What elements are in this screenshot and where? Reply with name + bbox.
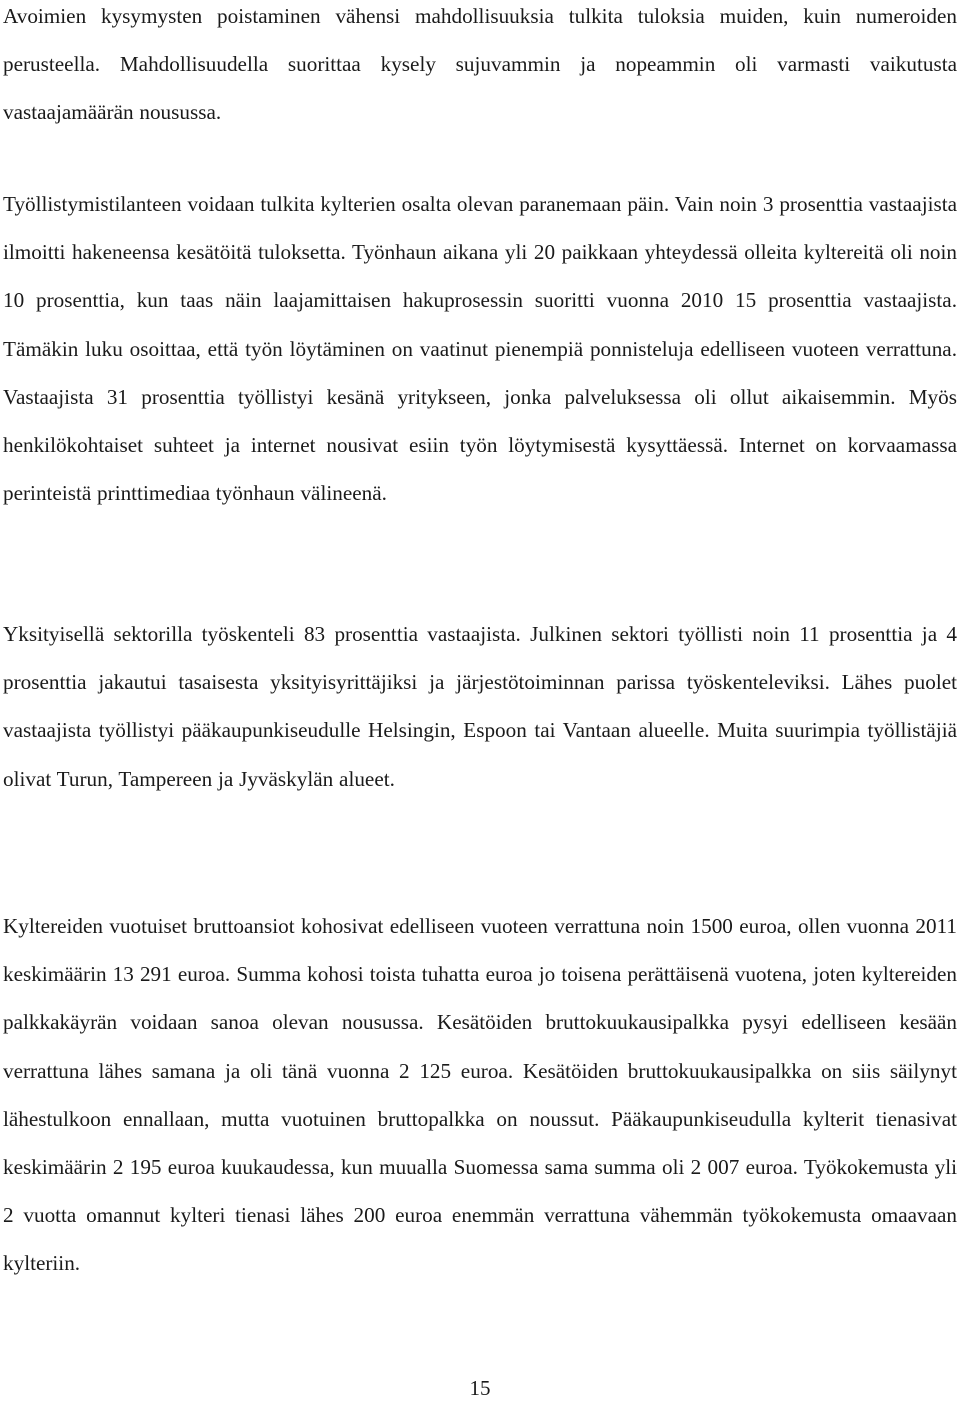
paragraph-sectors: Yksityisellä sektorilla työskenteli 83 prosenttia vastaajista. Julkinen sektori työllisti noin 11 prosenttia ja 4 prosenttia jakautui tasaisesta yksityisyrittäjiksi ja järjestötoiminnan parissa työskenteleviksi. Lähes puolet vastaajista työllistyi pääkaupunkiseudulle Helsingin, Espoon tai Vantaan alueelle. Muita suurimpia työllistäjiä olivat Turun, Tampereen ja Jyväskylän alueet. [3,622,957,791]
page-number: 15 [469,1376,491,1400]
paragraph-earnings: Kyltereiden vuotuiset bruttoansiot kohosivat edelliseen vuoteen verrattuna noin 1500 euroa, ollen vuonna 2011 keskimäärin 13 291 euroa. Summa kohosi toista tuhatta euroa jo toisena perättäisenä vuotena, joten kyltereiden palkkakäyrän voidaan sanoa olevan nousussa. Kesätöiden bruttokuukausipalkka pysyi edelliseen kesään verrattuna lähes samana ja oli tänä vuonna 2 125 euroa. Kesätöiden bruttokuukausipalkka on siis säilynyt lähestulkoon ennallaan, mutta vuotuinen bruttopalkka on noussut. Pääkaupunkiseudulla kylterit tienasivat keskimäärin 2 195 euroa kuukaudessa, kun muualla Suomessa sama summa oli 2 007 euroa. Työkokemusta yli 2 vuotta omannut kylteri tienasi lähes 200 euroa enemmän verrattuna vähemmän työkokemusta omaavaan kylteriin. [3,914,957,1276]
paragraph-open-questions: Avoimien kysymysten poistaminen vähensi mahdollisuuksia tulkita tuloksia muiden, kuin numeroiden perusteella. Mahdollisuudella suorittaa kysely sujuvammin ja nopeammin oli varmasti vaikutusta vastaajamäärän nousussa. [3,4,957,125]
paragraph-employment-situation: Työllistymistilanteen voidaan tulkita kylterien osalta olevan paranemaan päin. Vain noin 3 prosenttia vastaajista ilmoitti hakeneensa kesätöitä tuloksetta. Työnhaun aikana yli 20 paikkaan yhteydessä olleita kyltereitä oli noin 10 prosenttia, kun taas näin laajamittaisen hakuprosessin suoritti vuonna 2010 15 prosenttia vastaajista. Tämäkin luku osoittaa, että työn löytäminen on vaatinut pienempiä ponnisteluja edelliseen vuoteen verrattuna. Vastaajista 31 prosenttia työllistyi kesänä yritykseen, jonka palveluksessa oli ollut aikaisemmin. Myös henkilökohtaiset suhteet ja internet nousivat esiin työn löytymisestä kysyttäessä. Internet on korvaamassa perinteistä printtimediaa työnhaun välineenä. [3,192,957,506]
